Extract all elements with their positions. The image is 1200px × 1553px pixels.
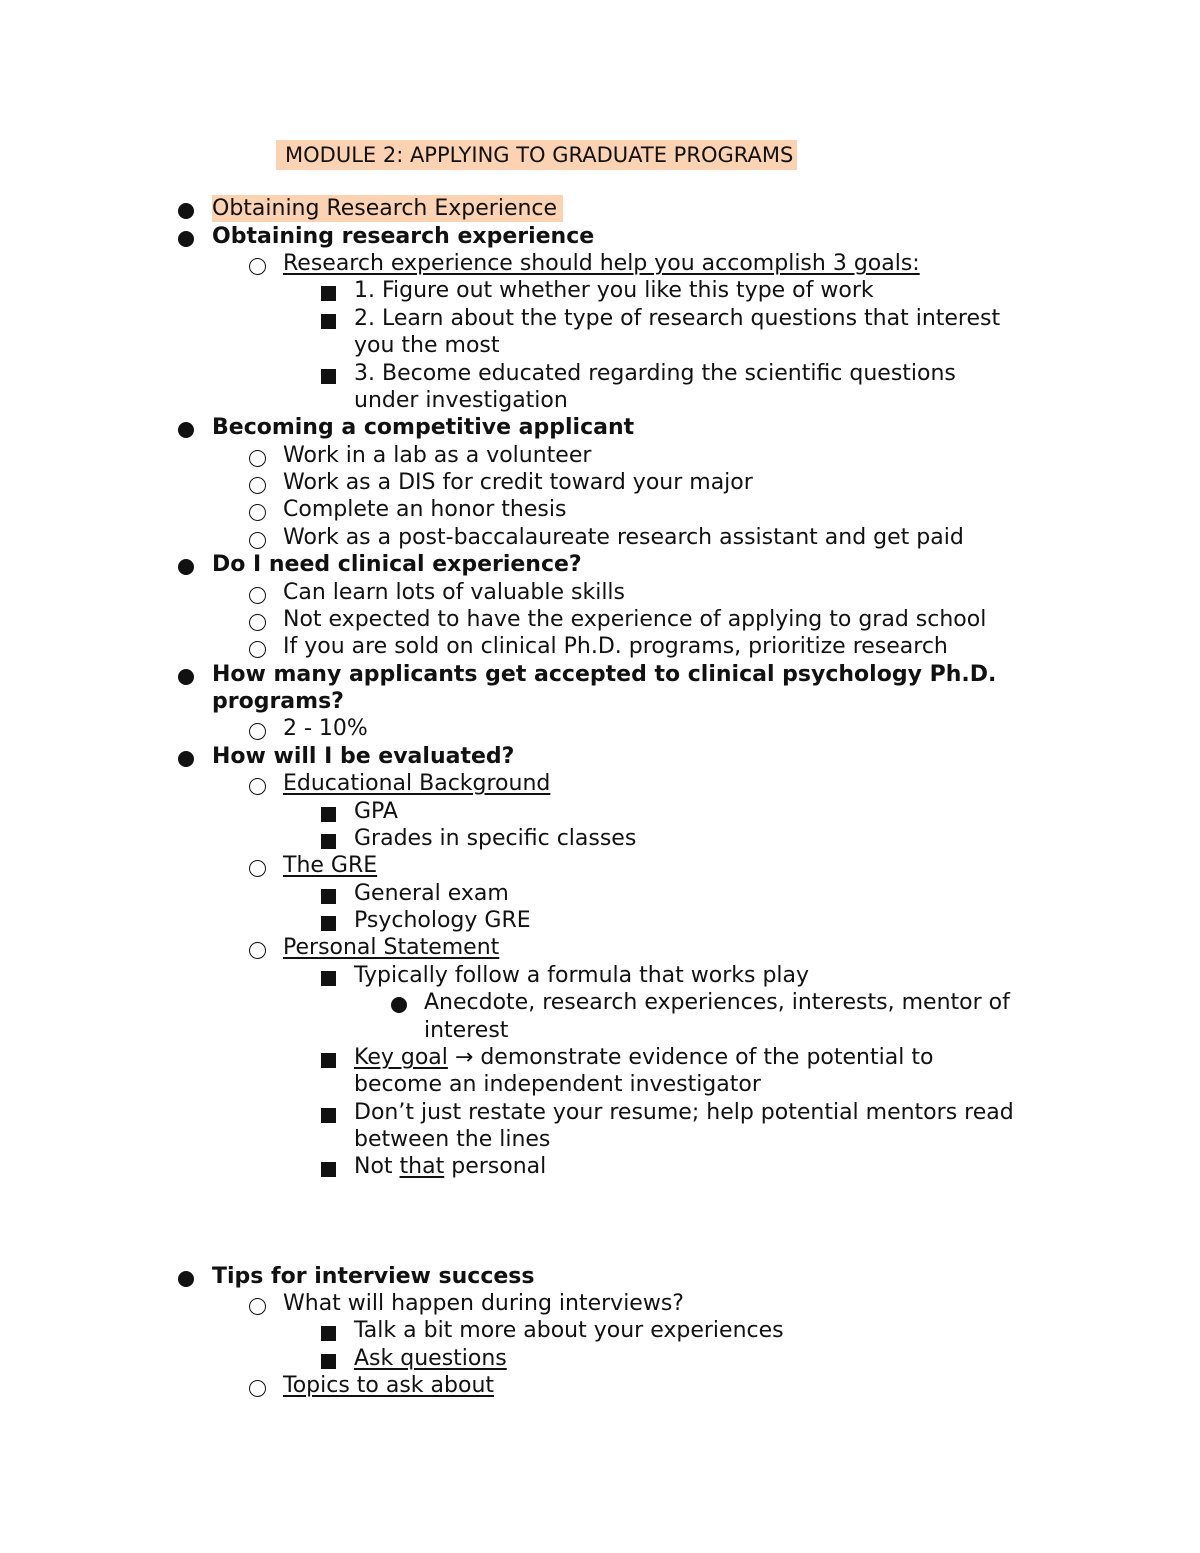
- section-heading: How many applicants get accepted to clinical psychology Ph.D.: [212, 662, 997, 687]
- section-heading: Tips for interview success: [212, 1264, 535, 1289]
- bullet-circle-icon: [249, 860, 266, 877]
- bullet-disc-icon: [178, 422, 194, 438]
- bullet-circle-icon: [249, 504, 266, 521]
- list-item-text: 3. Become educated regarding the scientific questions: [354, 361, 956, 386]
- list-item-text: 2 - 10%: [283, 716, 368, 741]
- bullet-square-icon: [321, 369, 336, 384]
- personal-text: personal: [444, 1154, 547, 1179]
- section-heading: Obtaining research experience: [212, 224, 595, 249]
- that-text: that: [399, 1154, 445, 1179]
- list-item-text: Anecdote, research experiences, interests, mentor of: [424, 990, 1010, 1015]
- list-item-text: Don’t just restate your resume; help potential mentors read: [354, 1100, 1014, 1125]
- bullet-circle-icon: [249, 1380, 266, 1397]
- list-item-text: become an independent investigator: [354, 1072, 761, 1097]
- list-item-text: Typically follow a formula that works play: [354, 963, 810, 988]
- page-title: MODULE 2: APPLYING TO GRADUATE PROGRAMS: [276, 140, 797, 170]
- list-item-text: Personal Statement: [283, 935, 500, 960]
- list-item-text: Ask questions: [354, 1346, 507, 1371]
- bullet-disc-icon: [178, 669, 194, 685]
- list-item-text: interest: [424, 1018, 509, 1043]
- bullet-square-icon: [321, 971, 336, 986]
- section-heading: Do I need clinical experience?: [212, 552, 582, 577]
- section-heading: How will I be evaluated?: [212, 744, 515, 769]
- section-heading: Becoming a competitive applicant: [212, 415, 635, 440]
- bullet-disc-icon: [178, 231, 194, 247]
- bullet-square-icon: [321, 1053, 336, 1068]
- bullet-disc-icon: [178, 751, 194, 767]
- bullet-circle-icon: [249, 614, 266, 631]
- bullet-circle-icon: [249, 477, 266, 494]
- list-item-text: Grades in specific classes: [354, 826, 637, 851]
- section-heading: programs?: [212, 689, 344, 714]
- list-item-text: Research experience should help you accomplish 3 goals:: [283, 251, 920, 276]
- list-item-text: 1. Figure out whether you like this type of work: [354, 278, 874, 303]
- list-item-text: Work in a lab as a volunteer: [283, 443, 592, 468]
- bullet-circle-icon: [249, 778, 266, 795]
- list-item-text: If you are sold on clinical Ph.D. programs, prioritize research: [283, 634, 948, 659]
- bullet-circle-icon: [249, 641, 266, 658]
- list-item-text: Educational Background: [283, 771, 551, 796]
- list-item-text: Complete an honor thesis: [283, 497, 567, 522]
- list-item-text: Obtaining Research Experience: [212, 195, 563, 222]
- bullet-square-icon: [321, 889, 336, 904]
- list-item-text: GPA: [354, 799, 398, 824]
- bullet-square-icon: [321, 1162, 336, 1177]
- list-item-text: Work as a DIS for credit toward your major: [283, 470, 753, 495]
- bullet-disc-icon: [178, 559, 194, 575]
- bullet-square-icon: [321, 834, 336, 849]
- list-item-text: under investigation: [354, 388, 568, 413]
- bullet-circle-icon: [249, 450, 266, 467]
- bullet-square-icon: [321, 1354, 336, 1369]
- list-item-text: Can learn lots of valuable skills: [283, 580, 625, 605]
- list-item-text: Not expected to have the experience of applying to grad school: [283, 607, 987, 632]
- list-item-text: The GRE: [283, 853, 378, 878]
- bullet-circle-icon: [249, 1298, 266, 1315]
- list-item-text: [354, 1153, 546, 1180]
- bullet-square-icon: [321, 807, 336, 822]
- list-item-text: [354, 1044, 933, 1071]
- key-goal-rest: → demonstrate evidence of the potential to: [447, 1045, 934, 1070]
- bullet-disc-icon: [178, 203, 194, 219]
- list-item-text: Work as a post-baccalaureate research assistant and get paid: [283, 525, 964, 550]
- bullet-circle-icon: [249, 532, 266, 549]
- not-text: Not: [354, 1154, 400, 1179]
- list-item-text: Psychology GRE: [354, 908, 531, 933]
- list-item-text: you the most: [354, 333, 500, 358]
- list-item-text: 2. Learn about the type of research questions that interest: [354, 306, 1001, 331]
- bullet-square-icon: [321, 314, 336, 329]
- list-item-text: Talk a bit more about your experiences: [354, 1318, 784, 1343]
- bullet-circle-icon: [249, 723, 266, 740]
- bullet-disc-icon: [178, 1271, 194, 1287]
- list-item-text: What will happen during interviews?: [283, 1291, 684, 1316]
- bullet-circle-icon: [249, 258, 266, 275]
- list-item-text: between the lines: [354, 1127, 551, 1152]
- bullet-square-icon: [321, 1108, 336, 1123]
- list-item-text: General exam: [354, 881, 509, 906]
- bullet-square-icon: [321, 916, 336, 931]
- key-goal-text: Key goal: [354, 1045, 448, 1070]
- bullet-circle-icon: [249, 587, 266, 604]
- bullet-square-icon: [321, 286, 336, 301]
- list-item-text: Topics to ask about: [283, 1373, 495, 1398]
- bullet-circle-icon: [249, 942, 266, 959]
- bullet-square-icon: [321, 1326, 336, 1341]
- bullet-disc-icon: [391, 997, 407, 1013]
